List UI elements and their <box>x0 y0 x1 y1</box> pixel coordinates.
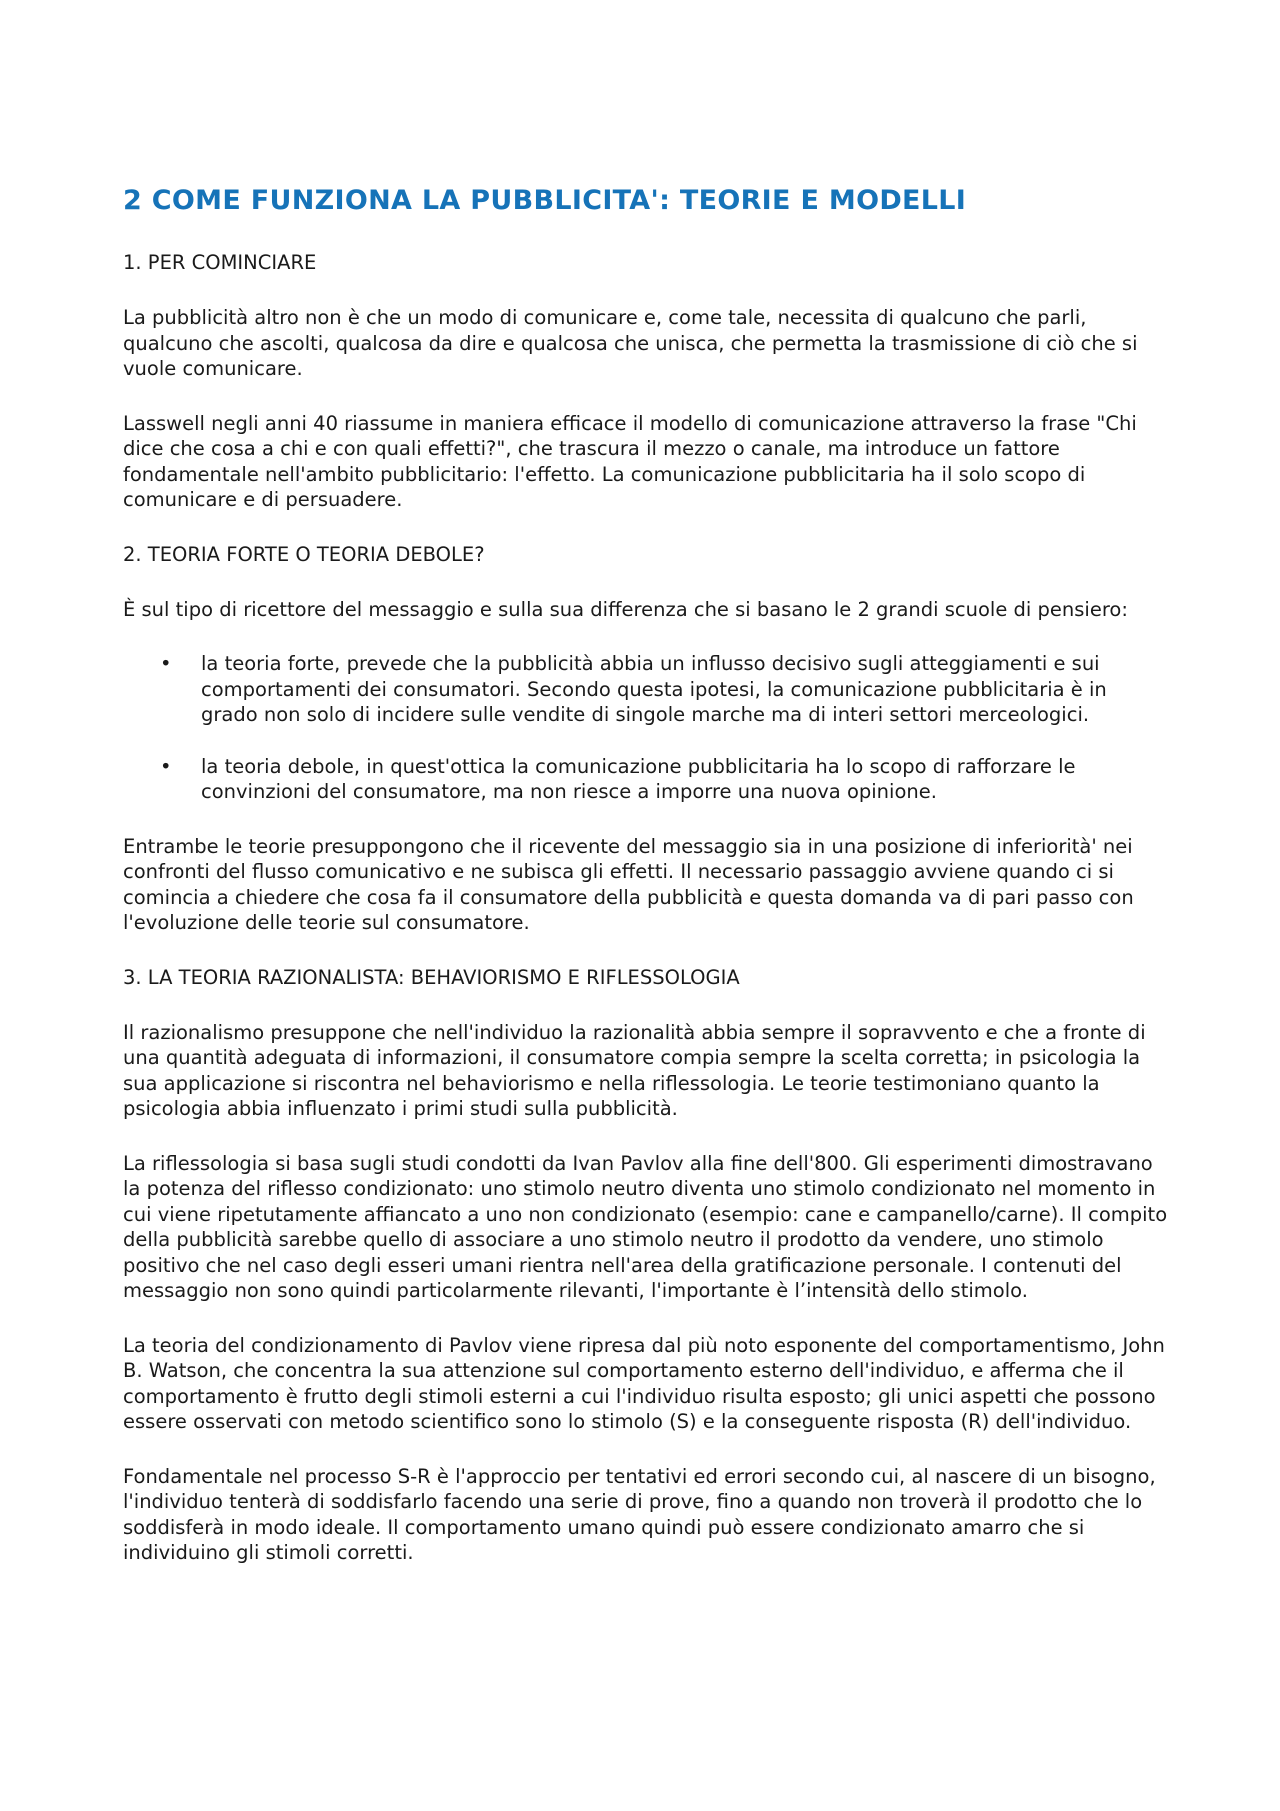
page-title: 2 COME FUNZIONA LA PUBBLICITA': TEORIE E MODELLI <box>123 185 967 216</box>
paragraph: Fondamentale nel processo S-R è l'approccio per tentativi ed errori secondo cui, al nascere di un bisogno, l'individuo tenterà di soddisfarlo facendo una serie di prove, fino a quando non troverà il prodotto che lo soddisferà in modo ideale. Il comportamento umano quindi può essere condizionato amarro che si individuino gli stimoli corretti. <box>123 1464 1156 1564</box>
paragraph: Entrambe le teorie presuppongono che il ricevente del messaggio sia in una posizione di inferiorità' nei confronti del flusso comunicativo e ne subisca gli effetti. Il necessario passaggio avviene quando ci si comincia a chiedere che cosa fa il consumatore della pubblicità e questa domanda va di pari passo con l'evoluzione delle teorie sul consumatore. <box>123 834 1134 934</box>
list-item-text: la teoria forte, prevede che la pubblicità abbia un influsso decisivo sugli atteggiamenti e sui comportamenti dei consumatori. Secondo questa ipotesi, la comunicazione pubblicitaria è in grado non solo di incidere sulle vendite di singole marche ma di interi settori merceologici. <box>201 652 1107 726</box>
section-heading-2: 2. TEORIA FORTE O TEORIA DEBOLE? <box>123 542 485 566</box>
paragraph: La riflessologia si basa sugli studi condotti da Ivan Pavlov alla fine dell'800. Gli esperimenti dimostravano la potenza del riflesso condizionato: uno stimolo neutro diventa uno stimolo condizionato nel momento in cui viene ripetutamente affiancato a uno non condizionato (esempio: cane e campanello/carne). Il compito della pubblicità sarebbe quello di associare a uno stimolo neutro il prodotto da vendere, uno stimolo positivo che nel caso degli esseri umani rientra nell'area della gratificazione personale. I contenuti del messaggio non sono quindi particolarmente rilevanti, l'importante è l’intensità dello stimolo. <box>123 1151 1168 1302</box>
paragraph: È sul tipo di ricettore del messaggio e sulla sua differenza che si basano le 2 grandi scuole di pensiero: <box>123 597 1128 621</box>
list-item <box>123 754 1168 805</box>
paragraph: Il razionalismo presuppone che nell'individuo la razionalità abbia sempre il sopravvento e che a fronte di una quantità adeguata di informazioni, il consumatore compia sempre la scelta corretta; in psicologia la sua applicazione si riscontra nel behaviorismo e nella riflessologia. Le teorie testimoniano quanto la psicologia abbia influenzato i primi studi sulla pubblicità. <box>123 1020 1146 1120</box>
bullet-icon: • <box>160 754 172 778</box>
document-page <box>123 183 1168 1595</box>
bullet-icon: • <box>160 652 172 675</box>
bullet-list <box>123 651 1168 805</box>
paragraph: La pubblicità altro non è che un modo di comunicare e, come tale, necessita di qualcuno che parli, qualcuno che ascolti, qualcosa da dire e qualcosa che unisca, che permetta la trasmissione di ciò che si vuole comunicare. <box>123 306 1138 380</box>
paragraph: La teoria del condizionamento di Pavlov viene ripresa dal più noto esponente del comportamentismo, John B. Watson, che concentra la sua attenzione sul comportamento esterno dell'individuo, e afferma che il comportamento è frutto degli stimoli esterni a cui l'individuo risulta esposto; gli unici aspetti che possono essere osservati con metodo scientifico sono lo stimolo (S) e la conseguente risposta (R) dell'individuo. <box>123 1333 1165 1433</box>
list-item <box>123 651 1168 728</box>
list-item-text: la teoria debole, in quest'ottica la comunicazione pubblicitaria ha lo scopo di rafforzare le convinzioni del consumatore, ma non riesce a imporre una nuova opinione. <box>201 754 1076 803</box>
section-heading-1: 1. PER COMINCIARE <box>123 251 317 274</box>
paragraph: Lasswell negli anni 40 riassume in maniera efficace il modello di comunicazione attraverso la frase "Chi dice che cosa a chi e con quali effetti?", che trascura il mezzo o canale, ma introduce un fattore fondamentale nell'ambito pubblicitario: l'effetto. La comunicazione pubblicitaria ha il solo scopo di comunicare e di persuadere. <box>123 411 1137 511</box>
section-heading-3: 3. LA TEORIA RAZIONALISTA: BEHAVIORISMO E RIFLESSOLOGIA <box>123 965 740 989</box>
